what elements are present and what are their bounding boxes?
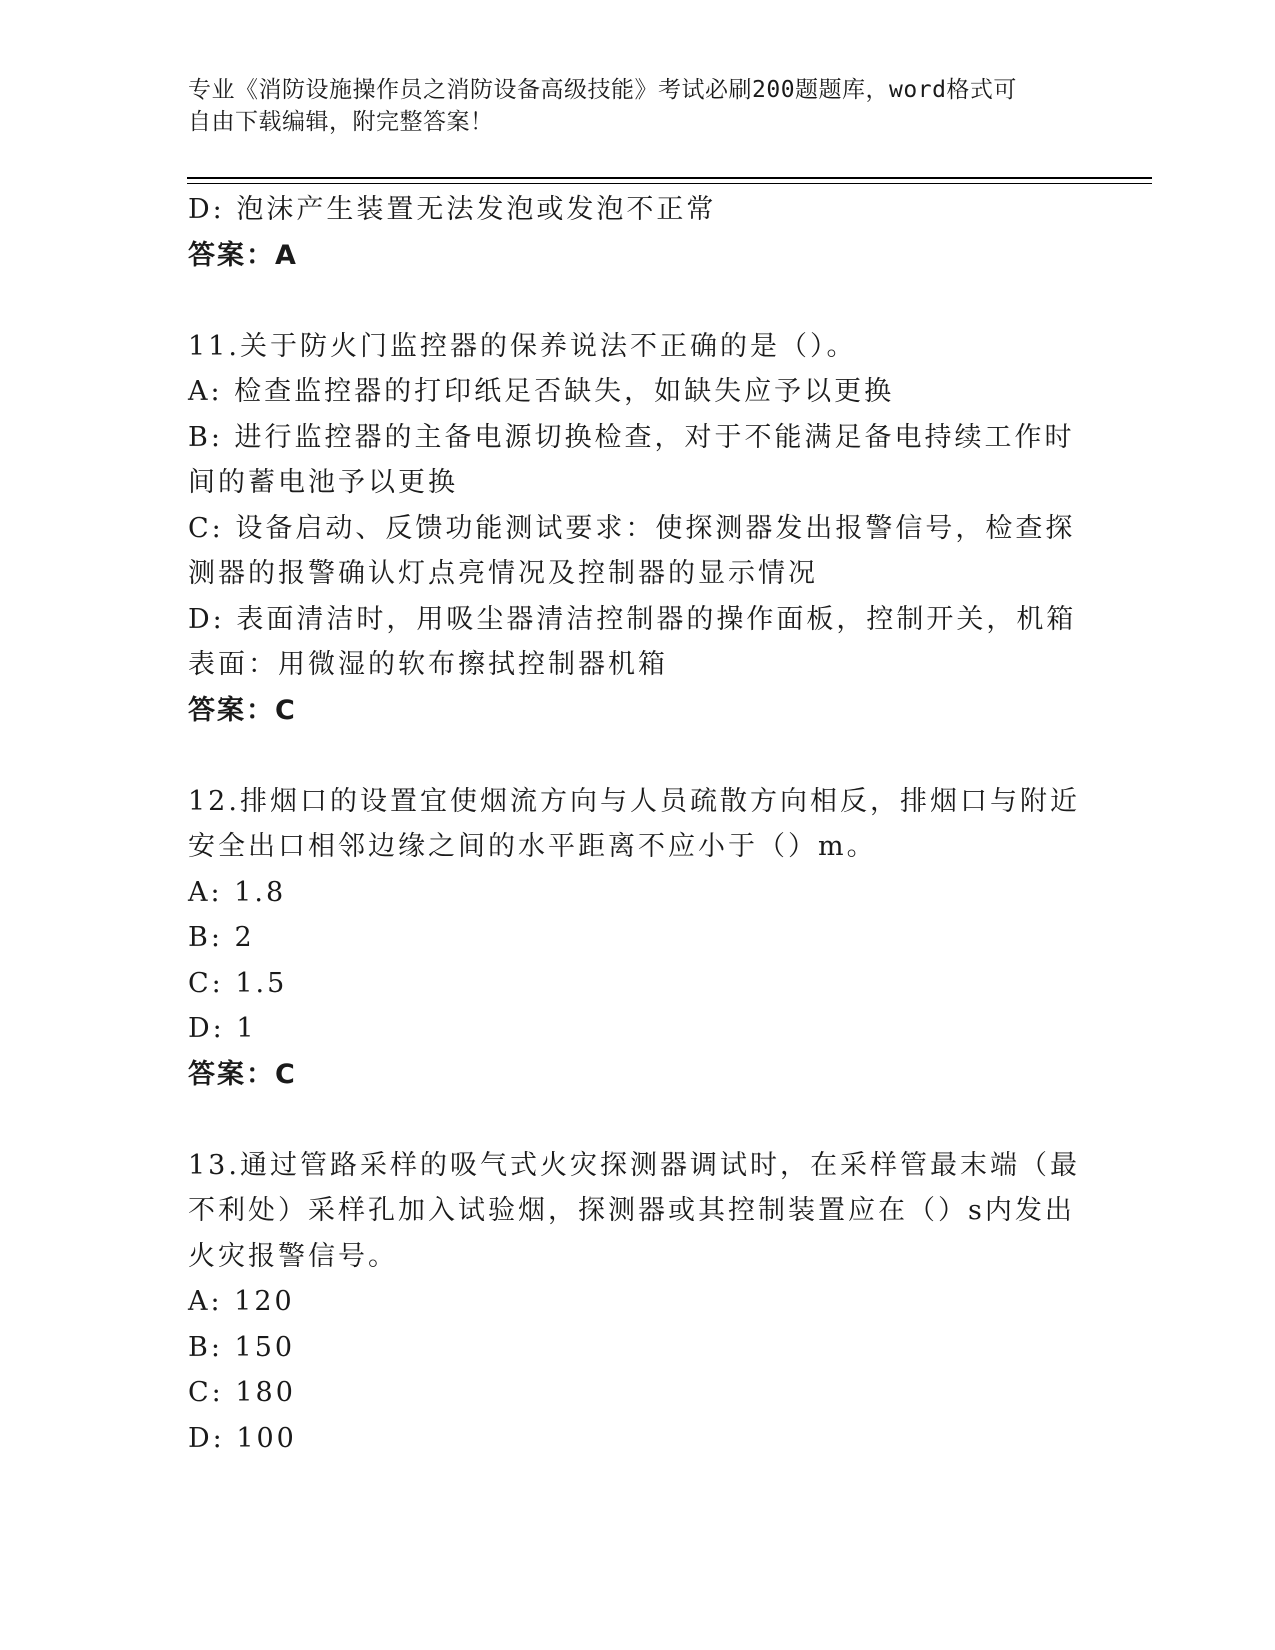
header-divider-thin (187, 183, 1152, 184)
option-c: C: 1.5 (188, 967, 288, 999)
spacer (188, 733, 1088, 779)
option-b: B: 进行监控器的主备电源切换检查，对于不能满足备电持续工作时间的蓄电池予以更换 (188, 421, 1075, 498)
prev-question-option-d: D: 泡沫产生装置无法发泡或发泡不正常 (188, 194, 717, 225)
option-d: D: 表面清洁时，用吸尘器清洁控制器的操作面板，控制开关，机箱表面：用微湿的软布擦拭控制器机箱 (188, 603, 1077, 680)
option-b: B: 2 (188, 922, 255, 953)
option-c: C: 设备启动、反馈功能测试要求：使探测器发出报警信号，检查探测器的报警确认灯点亮情况及控制器的显示情况 (188, 512, 1076, 589)
answer: 答案：C (188, 694, 297, 726)
option-a: A: 120 (188, 1286, 295, 1317)
option-d: D: 100 (188, 1422, 297, 1454)
question-stem: 13.通过管路采样的吸气式火灾探测器调试时，在采样管最末端（最不利处）采样孔加入试验烟，探测器或其控制装置应在（）s内发出火灾报警信号。 (188, 1149, 1080, 1272)
question-stem: 11.关于防火门监控器的保养说法不正确的是（）。 (188, 330, 857, 362)
spacer (188, 278, 1088, 324)
document-body (188, 187, 1088, 1461)
spacer (188, 1097, 1088, 1143)
header-divider-thick (187, 177, 1152, 179)
prev-question-answer: 答案：A (188, 239, 298, 271)
option-c: C: 180 (188, 1377, 296, 1408)
question-12 (188, 779, 1088, 1098)
question-13 (188, 1143, 1088, 1462)
header-title-line-1: 专业《消防设施操作员之消防设备高级技能》考试必刷200题题库，word格式可 (188, 77, 1017, 103)
option-d: D: 1 (188, 1013, 257, 1044)
option-a: A: 1.8 (188, 876, 287, 908)
option-a: A: 检查监控器的打印纸足否缺失，如缺失应予以更换 (188, 376, 895, 407)
document-header (188, 74, 1068, 138)
question-11 (188, 324, 1088, 734)
answer: 答案：C (188, 1058, 297, 1090)
header-title-line-2: 自由下载编辑，附完整答案！ (188, 109, 494, 135)
option-b: B: 150 (188, 1331, 296, 1363)
question-stem: 12.排烟口的设置宜使烟流方向与人员疏散方向相反，排烟口与附近安全出口相邻边缘之间的水平距离不应小于（）m。 (188, 785, 1080, 862)
